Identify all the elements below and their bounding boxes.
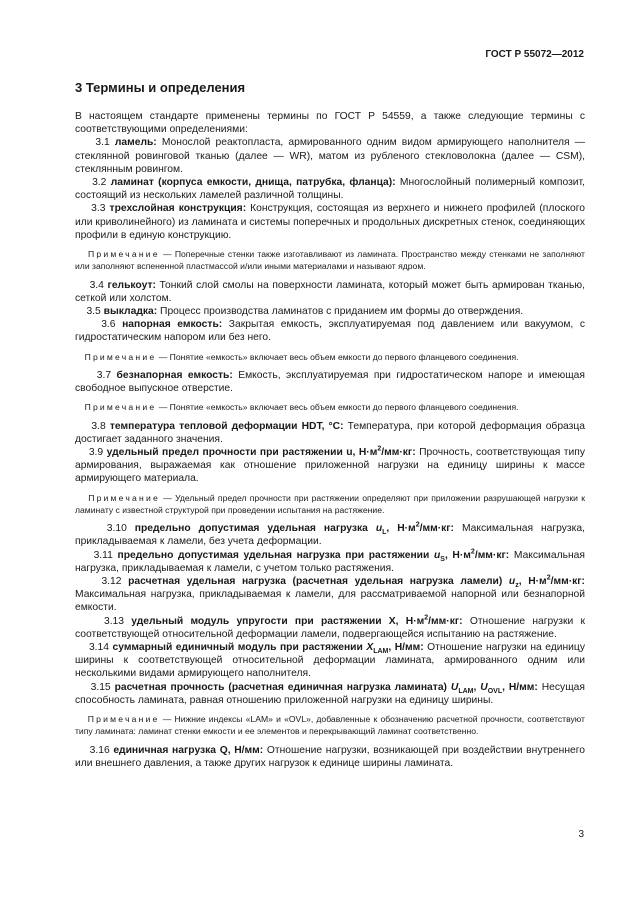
term-name: единичная нагрузка Q, Н/мм: <box>113 744 264 756</box>
term-3-13 <box>75 615 585 641</box>
term-number: 3.1 <box>95 137 110 149</box>
term-number: 3.15 <box>90 681 111 693</box>
term-3-15 <box>75 681 585 707</box>
note-label: Примечание <box>84 402 157 413</box>
document-body <box>75 110 585 770</box>
note-1 <box>75 248 585 273</box>
note-5 <box>75 713 585 738</box>
term-name: предельно допустимая удельная нагрузка при растяжении $u_S$, $Н\cdot м^2/мм\cdot кг$: <box>117 548 510 563</box>
note-text: — Понятие «емкость» включает весь объем емкости до первого фланцевого соединения. <box>156 351 519 362</box>
term-number: 3.5 <box>86 306 101 318</box>
term-name: выкладка: <box>103 306 158 318</box>
term-name: предельно допустимая удельная нагрузка $u_L$, $Н\cdot м^2/мм\cdot кг$: <box>134 521 454 537</box>
note-text: — Понятие «емкость» включает весь объем емкости до первого фланцевого соединения. <box>156 402 519 413</box>
term-3-14 <box>75 641 585 681</box>
term-name: температура тепловой деформации HDT, °С: <box>109 420 344 432</box>
term-name: напорная емкость: <box>122 319 223 331</box>
section-title: 3 Термины и определения <box>75 80 246 95</box>
term-name: расчетная прочность (расчетная единичная нагрузка ламината) $U_{LAM}$, $U_{OVL}$, Н/мм: <box>114 681 538 695</box>
term-definition: Емкость, эксплуатируемая при гидростатическом напоре и имеющая свободное выпускное отверстие. <box>75 369 585 395</box>
note-label: Примечание <box>88 249 160 260</box>
term-3-11 <box>75 549 585 575</box>
term-3-10 <box>75 522 585 548</box>
term-number: 3.4 <box>89 279 104 291</box>
term-name: ламинат (корпуса емкости, днища, патрубка, фланца): <box>110 177 396 189</box>
term-3-6 <box>75 318 585 344</box>
term-name: удельный модуль упругости при растяжении X, $Н\cdot м^2/мм\cdot кг$: <box>131 614 463 627</box>
term-number: 3.14 <box>88 642 109 654</box>
note-text: — Нижние индексы «LAM» и «OVL», добавленные к обозначению расчетной прочности, соответствуют типу ламината: ламинат стенки емкости и ее элементов и перекрывающий ламинат соответственно. <box>75 714 585 737</box>
term-3-12 <box>75 575 585 615</box>
term-number: 3.2 <box>92 177 107 189</box>
page-number: 3 <box>578 829 584 840</box>
term-number: 3.16 <box>89 744 110 756</box>
term-definition: Отношение нагрузки к соответствующей относительной деформации ламели, подвергающейся испытанию на растяжение. <box>75 615 585 640</box>
term-number: 3.9 <box>88 447 104 459</box>
term-number: 3.6 <box>101 319 116 331</box>
term-3-8 <box>75 420 585 446</box>
term-definition: Закрытая емкость, эксплуатируемая под давлением или вакуумом, с гидростатическим напором или без него. <box>75 319 585 344</box>
term-3-9 <box>75 446 585 486</box>
term-number: 3.3 <box>91 203 106 215</box>
note-label: Примечание <box>84 351 157 362</box>
standard-header: ГОСТ Р 55072—2012 <box>485 49 584 60</box>
term-3-7 <box>75 369 585 395</box>
term-definition: Отношение нагрузки, возникающей при воздействии внутреннего или внешнего давления, а также других нагрузок к единице ширины ламината. <box>75 744 585 769</box>
term-number: 3.13 <box>103 615 125 627</box>
term-definition: Монослой реактопласта, армированного одним видом армирующего наполнителя — стеклянной ровинговой тканью (далее — WR), матом из рубленого стекловолокна (далее — CSM), стеклянным ровингом. <box>75 137 586 175</box>
term-number: 3.8 <box>91 420 106 432</box>
term-definition: Максимальная нагрузка, прикладываемая к ламели, с учетом только растяжения. <box>75 549 585 574</box>
term-definition: Несущая способность ламината, равная отношению приложенной нагрузки на единицу ширины. <box>75 681 585 706</box>
note-text: — Удельный предел прочности при растяжении определяют при приложении разрушающей нагрузки к ламинату с известной структурой при проведении испытания на растяжение. <box>75 492 585 515</box>
term-definition: Процесс производства ламинатов с приданием им формы до отверждения. <box>157 306 524 318</box>
term-number: 3.7 <box>96 369 112 381</box>
term-3-3 <box>75 202 585 242</box>
note-label: Примечание <box>87 714 160 725</box>
term-3-2 <box>75 176 585 202</box>
note-4 <box>75 492 585 517</box>
term-definition: Конструкция, состоящая из верхнего и нижнего профилей (плоского или криволинейного) из ламината и системы поперечных и продольных дискретных стенок, соединяющих профили в единую конструкцию. <box>75 203 585 241</box>
term-name: безнапорная емкость: <box>116 369 233 381</box>
term-definition: Температура, при которой деформация образца достигает заданного значения. <box>75 420 585 445</box>
term-name: расчетная удельная нагрузка (расчетная удельная нагрузка ламели) $u_z$, $Н\cdot м^2/мм\cdot кг$: <box>128 574 585 590</box>
note-label: Примечание <box>88 492 160 503</box>
term-name: удельный предел прочности при растяжении u, $Н\cdot м^2/мм\cdot кг$: <box>106 445 416 459</box>
term-definition: Максимальная нагрузка, прикладываемая к ламели, для рассматриваемой напорной или безнапорной емкости. <box>75 589 585 614</box>
note-2 <box>75 351 585 363</box>
term-definition: Прочность, соответствующая типу армирования, выражаемая как отношение приложенной нагрузки на единицу ширины к массе армирующего материала. <box>75 447 585 485</box>
term-3-4 <box>75 279 585 305</box>
term-name: гелькоут: <box>107 279 156 291</box>
term-number: 3.12 <box>101 576 122 588</box>
term-definition: Тонкий слой смолы на поверхности ламината, который может быть армирован тканью, сеткой или холстом. <box>75 279 585 304</box>
term-number: 3.10 <box>106 523 127 535</box>
intro-text: В настоящем стандарте применены термины по ГОСТ Р 54559, а также следующие термины с соответствующими определениями: <box>75 111 585 136</box>
term-definition: Максимальная нагрузка, прикладываемая к ламели, без учета деформации. <box>75 523 585 548</box>
term-number: 3.11 <box>93 549 113 561</box>
term-name: суммарный единичный модуль при растяжении $X_{LAM}$, Н/мм: <box>112 642 424 656</box>
term-name: ламель: <box>114 137 157 149</box>
term-3-16 <box>75 744 585 770</box>
note-3 <box>75 401 585 413</box>
term-3-5 <box>75 305 585 318</box>
term-3-1 <box>75 136 585 176</box>
note-text: — Поперечные стенки также изготавливают из ламината. Пространство между стенками не заполняют или заполняют вспененной пластмассой и/или иными материалами и называют ядром. <box>75 249 585 272</box>
term-definition: Отношение нагрузки на единицу ширины к соответствующей относительной деформации ламината, армированного одним или несколькими видами армирующего наполнителя. <box>75 642 585 680</box>
intro-paragraph <box>75 110 585 136</box>
term-definition: Многослойный полимерный композит, состоящий из нескольких ламелей различной толщины. <box>75 177 585 202</box>
term-name: трехслойная конструкция: <box>109 203 247 215</box>
